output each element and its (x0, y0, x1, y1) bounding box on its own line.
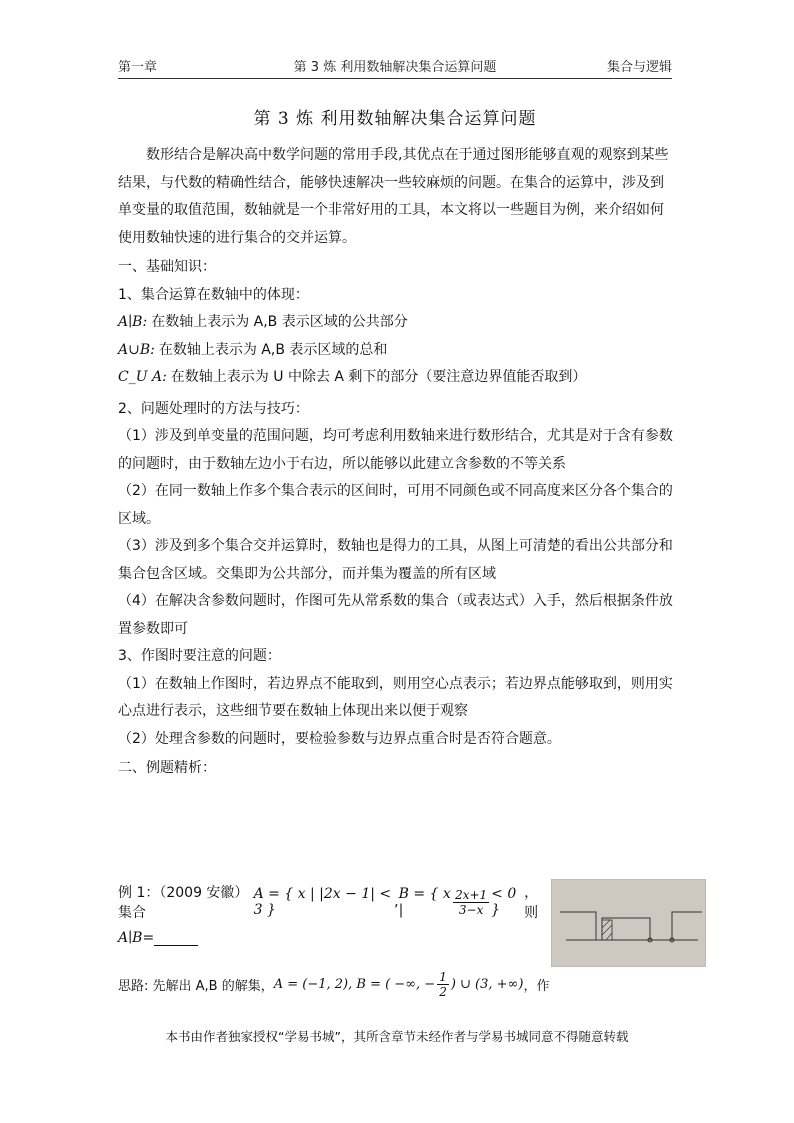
solution-thought (118, 970, 678, 999)
drawing-note-1: （1）在数轴上作图时，若边界点不能取到，则用空心点表示；若边界点能够取到，则用实心点进行表示，这些细节要在数轴上体现出来以便于观察 (118, 675, 673, 719)
header-chapter: 第一章 (118, 60, 158, 75)
drawing-note-2: （2）处理含参数的问题时，要检验参数与边界点重合时是否符合题意。 (118, 730, 561, 747)
example-1-set-a: A = { x | |2x − 1| < 3 } (253, 886, 392, 918)
intersection-symbol: A∣B: (118, 314, 148, 330)
example-1-set-b-right: < 0 } (491, 886, 517, 918)
set-op-complement (118, 364, 674, 392)
fraction-numerator: 2x+1 (455, 887, 488, 902)
thought-tail: ，作 (523, 979, 550, 994)
thought-fraction-denominator: 2 (439, 985, 447, 999)
set-op-intersection (118, 309, 674, 337)
example-1-prefix: 例 1：（2009 安徽）集合 (118, 885, 249, 921)
example-1-comma: , (394, 894, 399, 910)
method-item-2: （2）在同一数轴上作多个集合表示的区间时，可用不同颜色或不同高度来区分各个集合的区域。 (118, 483, 673, 527)
example-1-set-b-left: B = { x | (398, 886, 451, 918)
header-lesson: 第 3 炼 利用数轴解决集合运算问题 (293, 60, 497, 75)
thought-union-rest: ) ∪ (3, +∞) (450, 977, 524, 992)
section-basic-knowledge: 一、基础知识： (118, 259, 216, 275)
fraction-denominator: 3−x (458, 902, 484, 917)
union-symbol: A∪B: (118, 341, 155, 358)
number-line-sketch (552, 880, 705, 966)
thought-fraction-numerator: 1 (439, 970, 447, 984)
copyright-footer: 本书由作者独家授权“学易书城”，其所含章节未经作者与学易书城同意不得随意转载 (165, 1029, 629, 1044)
intro-paragraph: 数形结合是解决高中数学问题的常用手段,其优点在于通过图形能够直观的观察到某些结果，与代数的精确性结合，能够快速解决一些较麻烦的问题。在集合的运算中，涉及到单变量的取值范围，数轴就是一个非常好用的工具，本文将以一些题目为例，来介绍如何使用数轴快速的进行集合的交并运算。 (118, 147, 669, 246)
intersection-text: 在数轴上表示为 A,B 表示区域的公共部分 (151, 314, 408, 330)
method-item-3: （3）涉及到多个集合交并运算时，数轴也是得力的工具，从图上可清楚的看出公共部分和集合包含区域。交集即为公共部分，而并集为覆盖的所有区域 (118, 538, 673, 582)
header-topic: 集合与逻辑 (606, 60, 672, 75)
number-line-photo (551, 879, 706, 967)
header-divider (118, 78, 672, 79)
complement-symbol: C_U A: (118, 369, 167, 385)
subsection-drawing-notes: 3、作图时要注意的问题： (118, 648, 281, 664)
answer-blank (154, 931, 198, 946)
page-header (118, 56, 672, 76)
set-op-union (118, 337, 674, 365)
thought-fraction (437, 970, 449, 999)
method-item-4: （4）在解决含参数问题时，作图可先从常系数的集合（或表达式）入手，然后根据条件放置参数即可 (118, 593, 673, 637)
example-1-suffix: ，则 (524, 885, 539, 921)
example-1 (118, 882, 548, 922)
answer-prefix: A∣B= (118, 930, 155, 946)
subsection-set-ops: 1、集合运算在数轴中的体现： (118, 286, 309, 303)
subsection-methods: 2、问题处理时的方法与技巧： (118, 400, 309, 417)
section-examples: 二、例题精析： (118, 760, 216, 776)
thought-label: 思路: 先解出 A,B 的解集， (118, 979, 274, 994)
example-1-answer (118, 930, 198, 946)
thought-solution-sets: A = (−1, 2), B = ( −∞, − (273, 977, 436, 992)
example-1-fraction (453, 888, 489, 917)
complement-text: 在数轴上表示为 U 中除去 A 剩下的部分（要注意边界值能否取到） (170, 369, 587, 385)
method-item-1: （1）涉及到单变量的范围问题，均可考虑利用数轴来进行数形结合，尤其是对于含有参数的问题时，由于数轴左边小于右边，所以能够以此建立含参数的不等关系 (118, 428, 673, 472)
union-text: 在数轴上表示为 A,B 表示区域的总和 (158, 341, 388, 358)
page-title: 第 3 炼 利用数轴解决集合运算问题 (253, 109, 537, 129)
document-body (118, 142, 674, 783)
